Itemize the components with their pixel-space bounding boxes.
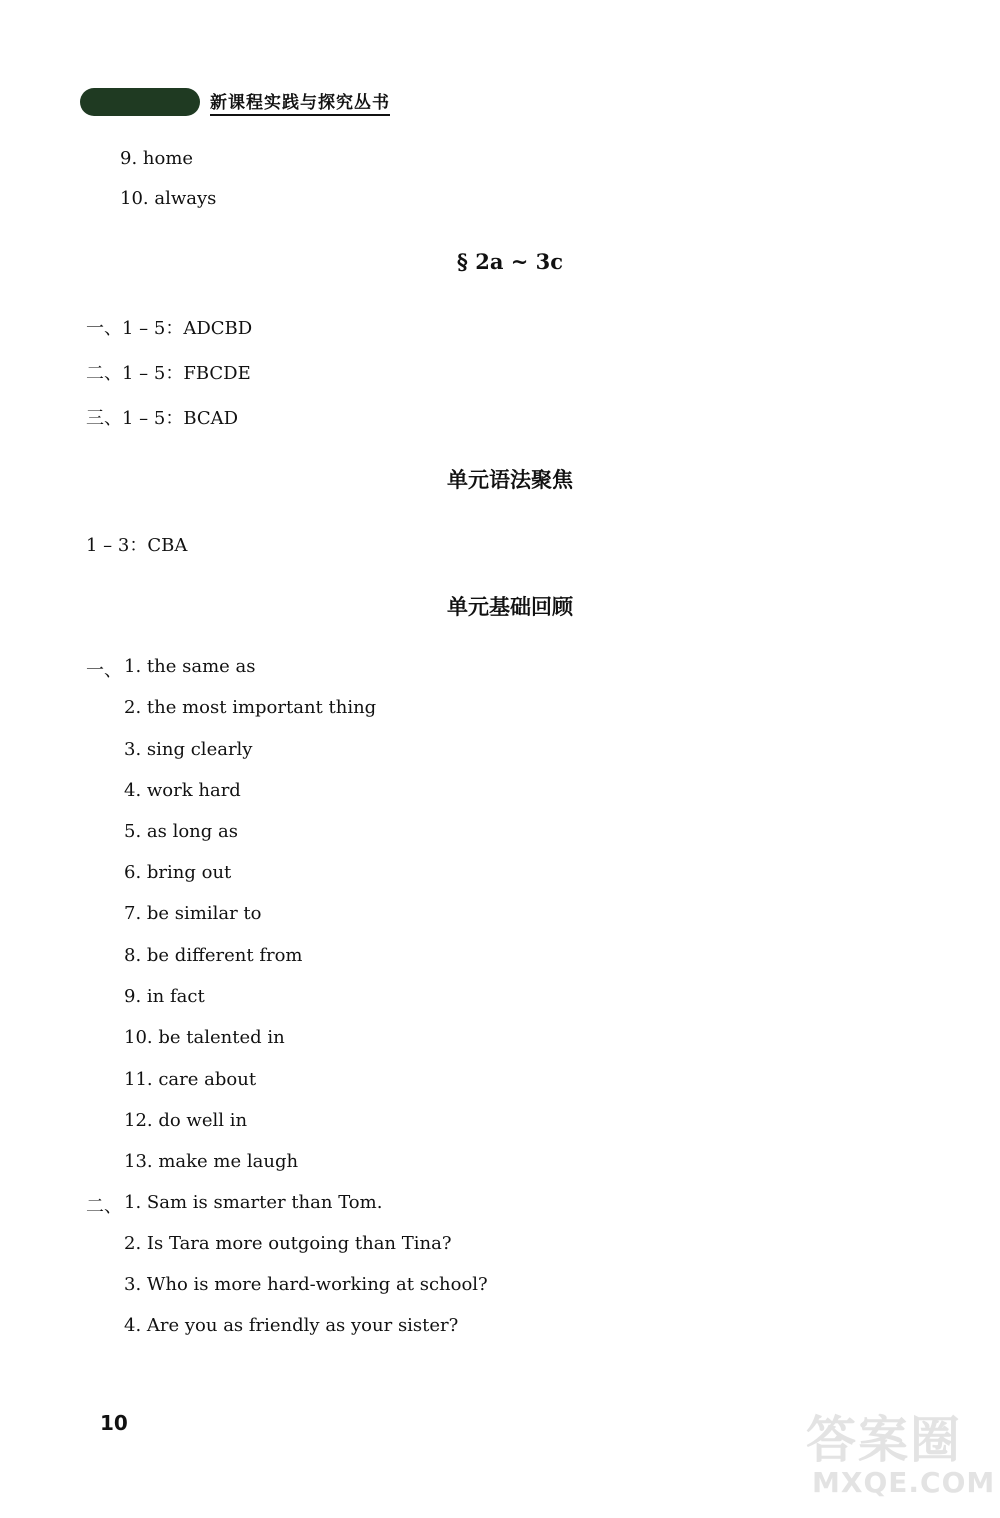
section-title-unit-review: 单元基础回顾 (447, 594, 573, 619)
answer-item: 4. Are you as friendly as your sister? (124, 1315, 459, 1336)
answer-item: 2. Is Tara more outgoing than Tina? (124, 1233, 452, 1254)
answer-line: 1 – 3：CBA (86, 535, 188, 556)
part-marker-1: 一、 (86, 660, 122, 681)
series-title: 新课程实践与探究丛书 (210, 88, 390, 116)
answer-line: 三、1 – 5：BCAD (86, 408, 239, 429)
answer-item: 6. bring out (124, 862, 232, 883)
answer-item: 12. do well in (124, 1110, 248, 1131)
answer-item: 2. the most important thing (124, 697, 377, 718)
answer-item: 9. in fact (124, 986, 205, 1007)
part-marker-2: 二、 (86, 1196, 122, 1217)
answer-item: 10. always (120, 188, 217, 209)
answer-item: 1. Sam is smarter than Tom. (124, 1192, 383, 1213)
answer-item: 11. care about (124, 1069, 257, 1090)
watermark-bottom-text: MXQE.COM (812, 1466, 996, 1499)
answer-item: 10. be talented in (124, 1027, 285, 1048)
answer-item: 3. sing clearly (124, 739, 253, 760)
answer-item: 4. work hard (124, 780, 241, 801)
answer-item: 3. Who is more hard-working at school? (124, 1274, 488, 1295)
answer-line: 二、1 – 5：FBCDE (86, 363, 251, 384)
watermark-top-text: 答案圈 (806, 1411, 962, 1469)
page-number: 10 (100, 1411, 128, 1435)
watermark (806, 1400, 996, 1510)
answer-item: 5. as long as (124, 821, 238, 842)
answer-item: 1. the same as (124, 656, 256, 677)
answer-line: 一、1 – 5：ADCBD (86, 318, 253, 339)
section-title-grammar-focus: 单元语法聚焦 (447, 467, 573, 492)
answer-item: 7. be similar to (124, 903, 262, 924)
section-title-2a-3c: § 2a ~ 3c (456, 249, 564, 274)
answer-item: 8. be different from (124, 945, 303, 966)
answer-item: 9. home (120, 148, 194, 169)
answer-item: 13. make me laugh (124, 1151, 299, 1172)
header-decoration (80, 88, 200, 116)
